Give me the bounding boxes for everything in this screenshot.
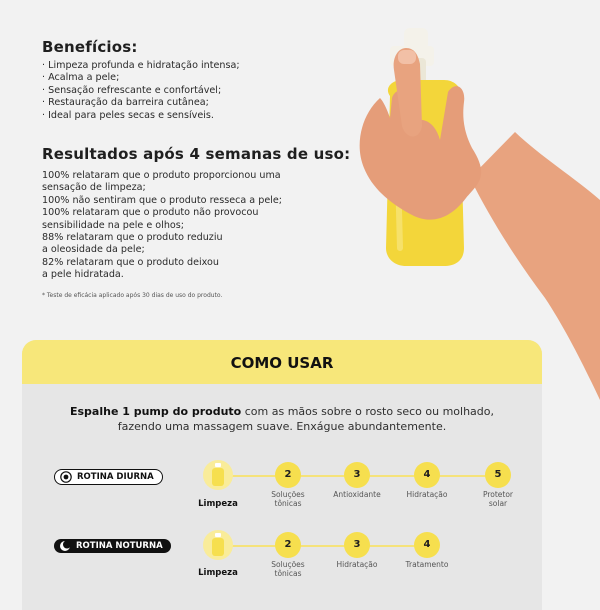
thumbnail-shape [398, 50, 416, 64]
results-line: 82% relataram que o produto deixou [42, 256, 219, 268]
day-routine-pill [54, 469, 163, 485]
day-step-label: Soluções tônicas [271, 490, 305, 508]
results-line: 100% relataram que o produto não provocou [42, 207, 259, 219]
cleanser-bottle-icon [203, 460, 233, 490]
benefit-item: · Acalma a pele; [42, 72, 120, 84]
day-step-label: Hidratação [406, 490, 448, 499]
night-step-label: Soluções tônicas [271, 560, 305, 578]
night-routine-pill [54, 539, 171, 553]
results-line: sensibilidade na pele e olhos; [42, 219, 185, 231]
benefit-item: · Restauração da barreira cutânea; [42, 97, 209, 109]
night-step-number: 4 [414, 532, 440, 558]
day-step-label: Protetor solar [482, 490, 514, 508]
instruction-rest: com as mãos sobre o rosto seco ou molhado, fazendo uma massagem suave. Enxágue abundantemente. [117, 405, 494, 433]
day-step-number: 3 [344, 462, 370, 488]
how-to-title: COMO USAR [230, 354, 334, 372]
footnote: * Teste de eficácia aplicado após 30 dias de uso do produto. [42, 292, 223, 299]
hand-holding-bottle-image [340, 28, 600, 400]
night-routine-label: ROTINA NOTURNA [76, 541, 163, 551]
results-list [42, 170, 282, 282]
night-step-label: Hidratação [336, 560, 378, 569]
how-to-instruction [62, 404, 502, 434]
day-cleanser-label: Limpeza [198, 499, 238, 509]
night-step-number: 2 [275, 532, 301, 558]
day-step-number: 2 [275, 462, 301, 488]
results-line: sensação de limpeza; [42, 182, 146, 194]
night-cleanser-label: Limpeza [198, 568, 238, 578]
night-step-number: 3 [344, 532, 370, 558]
benefit-item: · Sensação refrescante e confortável; [42, 84, 222, 96]
night-step-label: Tratamento [405, 560, 449, 569]
day-step-number: 5 [485, 462, 511, 488]
benefits-title: Benefícios: [42, 38, 138, 56]
sun-icon [60, 471, 72, 483]
instruction-bold: Espalhe 1 pump do produto [69, 405, 242, 418]
moon-icon [59, 540, 71, 552]
cleanser-bottle-icon [203, 530, 233, 560]
arm-shape [470, 132, 600, 400]
results-line: 88% relataram que o produto reduziu [42, 232, 223, 244]
results-line: a pele hidratada. [42, 269, 124, 281]
day-step-label: Antioxidante [333, 490, 381, 499]
benefit-item: · Limpeza profunda e hidratação intensa; [42, 60, 240, 71]
results-line: a oleosidade da pele; [42, 244, 145, 256]
results-line: 100% não sentiram que o produto resseca a pele; [42, 194, 283, 206]
benefit-item: · Ideal para peles secas e sensíveis. [42, 109, 214, 121]
benefits-list [42, 60, 240, 122]
results-line: 100% relataram que o produto proporcionou uma [42, 170, 281, 181]
night-routine-line [226, 545, 428, 547]
results-title: Resultados após 4 semanas de uso: [42, 145, 351, 163]
day-routine-label: ROTINA DIURNA [77, 472, 154, 482]
day-step-number: 4 [414, 462, 440, 488]
